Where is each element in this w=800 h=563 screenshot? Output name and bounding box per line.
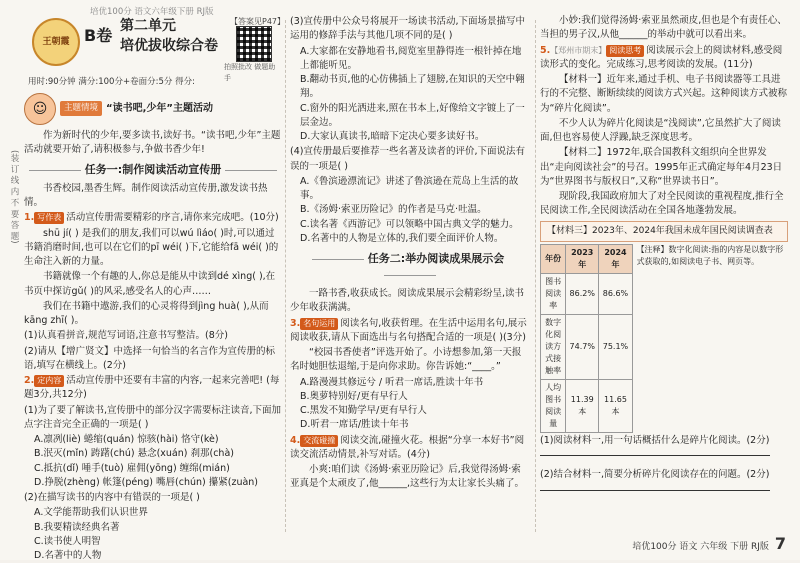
q3-body: “校园书香使者”评选开始了。小诗想参加,第一天报名时她胆怯退缩,于是向你求助。你告诉她:“____。” — [290, 347, 522, 373]
question-4: 4. 交流碰撞 阅读交流,碰撞火花。根据“分享一本好书”阅读交流活动情景,补写对话。(4分) — [290, 434, 525, 460]
q4-body: 小爽:咱们读《汤姆·索亚历险记》后,我觉得汤姆·索亚真是个太顽皮了,他______,这些行为太让家长头痛了。 — [290, 464, 525, 490]
q1-sub1: (1)认真看拼音,规范写词语,注意书写整洁。(8分) — [24, 330, 228, 342]
column-1 — [24, 14, 286, 561]
table-note: 【注释】数字化阅读:指的内容是以数字形式获取的,如阅读电子书、网页等。 — [636, 245, 784, 266]
material-1: 【材料一】近年来,通过手机、电子书阅读器等工具进行的不完整、断断续续的阅读方式兴起。这种阅读方式被称为“碎片化阅读”。 — [540, 74, 788, 114]
question-2: 2. 定内容 活动宣传册中还要有丰富的内容,一起来完善吧! (每题3分,共12分) — [24, 375, 280, 401]
column-divider — [285, 20, 286, 532]
answer-line[interactable] — [540, 490, 770, 491]
option-d[interactable]: D.名著中的人物 — [34, 550, 102, 561]
option-c[interactable]: C.读书使人明智 — [34, 535, 101, 547]
volume-label: B卷 — [84, 26, 113, 45]
q2-sub2: (2)在描写读书的内容中有错误的一项是( ) — [24, 492, 200, 503]
option-b[interactable]: B.《汤姆·索亚历险记》的作者是马克·吐温。 — [300, 204, 487, 216]
column-divider — [535, 20, 536, 532]
option-b[interactable]: B.奥萝特别好/更有早行人 — [300, 390, 408, 402]
q2-sub1: (1)为了要了解读书,宣传册中的部分汉字需要标注读音,下面加点字注音完全正确的一项是( ) — [24, 404, 281, 430]
page-footer: 培优100分 语文 六年级 下册 RJ版 7 — [632, 534, 786, 553]
task1-title: 任务一:制作阅读活动宣传册 — [24, 162, 282, 179]
option-c[interactable]: C.黑发不知勤学早/更有早行人 — [300, 405, 427, 416]
material-2: 【材料二】1972年,联合国教科文组织向全世界发出“走向阅读社会”的号召。1995年正式确定每年4月23日为“世界图书与版权日”,又称“世界读书日”。 — [540, 147, 783, 187]
task2-intro: 一路书香,收获成长。阅读成果展示会精彩纷呈,读书少年收获满满。 — [290, 288, 525, 314]
page-title: 培优拔收综合卷 — [120, 38, 218, 54]
option-c[interactable]: C.窗外的阳光洒进来,照在书本上,好像给文字镀上了一层金边。 — [300, 102, 525, 128]
binding-note: (装 订 线 内 不 要 答 题) — [9, 150, 19, 244]
theme-tag: 主题情境 — [60, 101, 102, 116]
q2-sub3: (3)宣传册中公众号将展开一场读书活动,下面场景描写中运用的修辞手法与其他几项不同的是( ) — [290, 16, 525, 42]
question-1: 1. 写作表 活动宣传册需要精彩的序言,请你来完成吧。(10分) — [24, 212, 279, 224]
top-bar: 培优100分 语文六年级下册 RJ版 — [90, 7, 214, 17]
task2-title: 任务二:举办阅读成果展示会 — [290, 251, 530, 284]
material-2b: 现阶段,我国政府加大了对全民阅读的重视程度,推行全民阅读工作,全民阅读活动在全国各地蓬勃发展。 — [540, 191, 784, 217]
option-b[interactable]: B.泯灭(mǐn) 踌躇(chú) 悬念(xuán) 刹那(chà) — [34, 448, 234, 460]
material-3-title: 【材料三】2023年、2024年我国未成年国民阅读调查表 — [540, 221, 788, 243]
q1-sub2: (2)请从【增广贤文】中选择一句恰当的名言作为宣传册的标语,填写在横线上。(2分) — [24, 345, 275, 371]
question-3: 3. 名句运用 阅读名句,收获哲理。在生活中运用名句,展示阅读收获,请从下面选出与名句搭配合适的一项是( )(3分) — [290, 317, 527, 343]
page-number: 7 — [774, 534, 786, 553]
material-1b: 不少人认为碎片化阅读是“浅阅读”,它虽然扩大了阅读面,但也容易使人浮躁,缺乏深度思考。 — [540, 117, 781, 143]
column-2 — [290, 14, 530, 538]
option-d[interactable]: D.名著中的人物是立体的,我们要全面评价人物。 — [300, 232, 504, 244]
option-d[interactable]: D.挣脱(zhèng) 帐篷(péng) 嘴唇(chún) 攥紧(zuàn) — [34, 476, 259, 488]
option-c[interactable]: C.抵抗(dǐ) 唾手(tuò) 雇佣(yōng) 缠绵(mián) — [34, 462, 230, 474]
unit-label: 第二单元 — [120, 18, 176, 34]
q5-sub2: (2)结合材料一,简要分析碎片化阅读存在的问题。(2分) — [540, 469, 770, 481]
option-b[interactable]: B.翻动书页,他的心仿佛插上了翅膀,在知识的天空中翱翔。 — [300, 74, 525, 100]
option-a[interactable]: A.《鲁滨逊漂流记》讲述了鲁滨逊在荒岛上生活的故事。 — [300, 175, 519, 201]
task1-intro: 书香校园,墨香生辉。制作阅读活动宣传册,激发读书热情。 — [24, 182, 268, 208]
qr-caption: 拍照批改 做题助手 — [224, 63, 276, 82]
q4-continued: 小妙:我们觉得汤姆·索亚虽然顽皮,但也是个有责任心、当担的男子汉,从他______的举动中就可以看出来。 — [540, 15, 787, 41]
option-a[interactable]: A.大家都在安静地看书,阅览室里静得连一根针掉在地上都能听见。 — [300, 45, 522, 71]
student-avatar-icon: ☺ — [24, 93, 56, 125]
theme-row — [24, 93, 282, 125]
survey-table: 年份 2023年 2024年 图书阅读率 86.2% 86.6% 数字化阅读方式接触率 74.7% 75.1% 人均图书阅读量 11.39本 11.65本 — [540, 244, 633, 433]
option-a[interactable]: A.路漫漫其修远兮 / 听君一席话,胜读十年书 — [300, 376, 484, 388]
option-a[interactable]: A.凛冽(liè) 蜷缩(quán) 惊骇(hài) 恪守(kè) — [34, 434, 219, 445]
qr-code-icon[interactable] — [236, 26, 272, 62]
q1-body-line: shū jí( ) 是我们的朋友,我们可以wú lìáo( )时,可以通过书籍消磨时间,也可以在它们的pī wéi( )下,它能给fā wéi( )的生命注入新的力量。 — [24, 227, 279, 267]
theme-intro: 作为新时代的少年,要多读书,读好书。“读书吧,少年”主题活动就要开始了,请积极参与,争做书香少年! — [24, 129, 281, 155]
option-d[interactable]: D.听君一席话/胜读十年书 — [300, 419, 409, 431]
answer-ref: 【答案见P47】 — [230, 17, 286, 26]
answer-line[interactable] — [540, 455, 770, 456]
q1-body-line: 我们在书籍中遨游,我们的心灵将得到jìng huà( ),从而kāng zhī( )。 — [24, 300, 269, 326]
question-5: 5.【郑州市期末】 阅读思考 阅读展示会上的阅读材料,感受阅读形式的变化。完成练习,思考阅读的发展。(11分) — [540, 44, 783, 70]
option-a[interactable]: A.文学能帮助我们认识世界 — [34, 507, 148, 519]
column-3 — [540, 14, 788, 538]
option-c[interactable]: C.读名著《西游记》可以领略中国古典文学的魅力。 — [300, 218, 519, 230]
q5-sub1: (1)阅读材料一,用一句话概括什么是碎片化阅读。(2分) — [540, 435, 770, 446]
brand-logo: 王朝霞 — [32, 18, 80, 66]
option-b[interactable]: B.我要精读经典名著 — [34, 521, 120, 533]
exam-meta: 用时:90分钟 满分:100分+卷面分:5分 得分: — [28, 77, 195, 87]
q2-sub4: (4)宣传册最后要推荐一些名著及读者的评价,下面说法有误的一项是( ) — [290, 146, 525, 172]
option-d[interactable]: D.大家认真读书,暗暗下定决心要多读好书。 — [300, 131, 485, 142]
theme-label: “读书吧,少年”主题活动 — [106, 103, 213, 115]
q1-body-line: 书籍就像一个有趣的人,你总是能从中读到dé xìng( ),在书页中探访gǔ( )的风采,感受名人的心声…… — [24, 271, 276, 297]
